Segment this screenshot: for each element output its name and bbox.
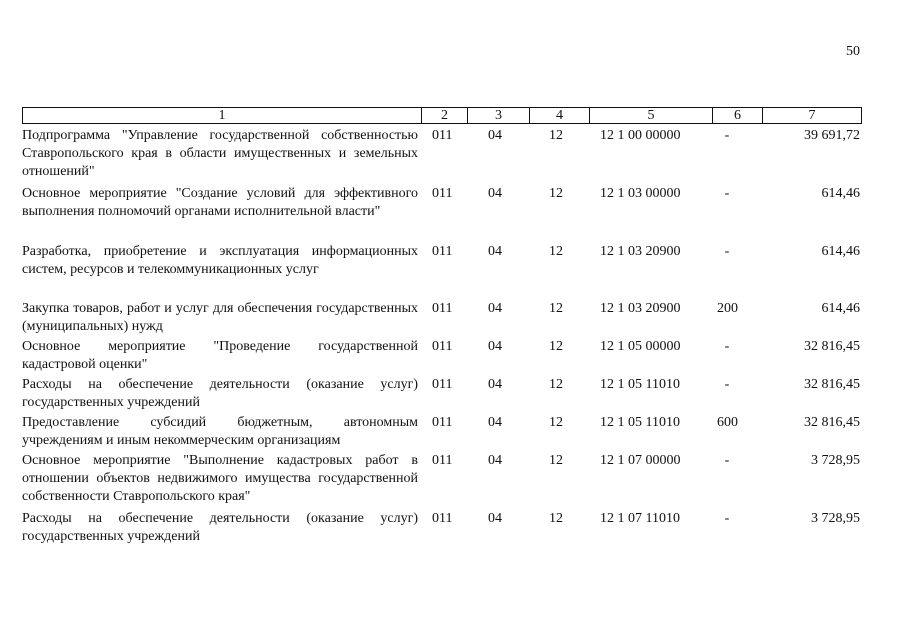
row-section-code: 04 (488, 244, 502, 259)
row-target-article: 12 1 03 00000 (600, 186, 681, 201)
row-ministry-code: 011 (432, 415, 453, 430)
row-description: Подпрограмма "Управление государственной собственностью Ставропольского края в области имущественных и земельных отношений" (22, 128, 418, 179)
row-description: Основное мероприятие "Создание условий для эффективного выполнения полномочий органами исполнительной власти" (22, 186, 418, 219)
row-section-code: 04 (488, 301, 502, 316)
row-description: Основное мероприятие "Проведение государственной кадастровой оценки" (22, 339, 418, 372)
row-ministry-code: 011 (432, 301, 453, 316)
row-subsection-code: 12 (549, 415, 563, 430)
row-ministry-code: 011 (432, 244, 453, 259)
column-header-3: 3 (468, 108, 530, 124)
row-amount: 3 728,95 (811, 453, 860, 468)
column-header-6: 6 (713, 108, 763, 124)
row-section-code: 04 (488, 339, 502, 354)
column-header-4: 4 (530, 108, 590, 124)
column-header-7: 7 (763, 108, 862, 124)
row-target-article: 12 1 03 20900 (600, 244, 681, 259)
row-amount: 32 816,45 (804, 339, 860, 354)
row-amount: 39 691,72 (804, 128, 860, 143)
row-subsection-code: 12 (549, 301, 563, 316)
row-target-article: 12 1 07 00000 (600, 453, 681, 468)
column-header-5: 5 (590, 108, 713, 124)
row-section-code: 04 (488, 186, 502, 201)
row-amount: 614,46 (821, 244, 860, 259)
row-target-article: 12 1 03 20900 (600, 301, 681, 316)
row-section-code: 04 (488, 128, 502, 143)
row-amount: 32 816,45 (804, 415, 860, 430)
row-expense-type: - (724, 339, 730, 354)
row-target-article: 12 1 05 11010 (600, 415, 680, 430)
column-header-table (22, 107, 862, 124)
row-subsection-code: 12 (549, 453, 563, 468)
row-target-article: 12 1 05 00000 (600, 339, 681, 354)
row-section-code: 04 (488, 511, 502, 526)
column-header-1: 1 (23, 108, 422, 124)
row-description: Расходы на обеспечение деятельности (оказание услуг) государственных учреждений (22, 377, 418, 410)
row-subsection-code: 12 (549, 377, 563, 392)
row-ministry-code: 011 (432, 339, 453, 354)
row-description: Закупка товаров, работ и услуг для обеспечения государственных (муниципальных) нужд (22, 301, 418, 334)
row-target-article: 12 1 07 11010 (600, 511, 680, 526)
row-subsection-code: 12 (549, 128, 563, 143)
row-amount: 614,46 (821, 186, 860, 201)
row-ministry-code: 011 (432, 186, 453, 201)
row-description: Расходы на обеспечение деятельности (оказание услуг) государственных учреждений (22, 511, 418, 544)
row-description: Разработка, приобретение и эксплуатация информационных систем, ресурсов и телекоммуникационных услуг (22, 244, 418, 277)
column-header-2: 2 (422, 108, 468, 124)
row-amount: 3 728,95 (811, 511, 860, 526)
row-expense-type: 200 (717, 301, 738, 316)
row-amount: 614,46 (821, 301, 860, 316)
row-expense-type: - (724, 186, 730, 201)
row-expense-type: 600 (717, 415, 738, 430)
row-subsection-code: 12 (549, 511, 563, 526)
row-description: Основное мероприятие "Выполнение кадастровых работ в отношении объектов недвижимого имущества государственной собственности Ставропольского края" (22, 453, 418, 504)
row-expense-type: - (724, 453, 730, 468)
row-ministry-code: 011 (432, 453, 453, 468)
page-number: 50 (846, 44, 860, 59)
row-target-article: 12 1 05 11010 (600, 377, 680, 392)
row-expense-type: - (724, 377, 730, 392)
row-description: Предоставление субсидий бюджетным, автономным учреждениям и иным некоммерческим организациям (22, 415, 418, 448)
row-subsection-code: 12 (549, 244, 563, 259)
row-target-article: 12 1 00 00000 (600, 128, 681, 143)
row-subsection-code: 12 (549, 339, 563, 354)
row-expense-type: - (724, 244, 730, 259)
row-ministry-code: 011 (432, 128, 453, 143)
row-amount: 32 816,45 (804, 377, 860, 392)
row-subsection-code: 12 (549, 186, 563, 201)
row-section-code: 04 (488, 415, 502, 430)
row-ministry-code: 011 (432, 511, 453, 526)
row-ministry-code: 011 (432, 377, 453, 392)
row-expense-type: - (724, 511, 730, 526)
row-expense-type: - (724, 128, 730, 143)
row-section-code: 04 (488, 377, 502, 392)
row-section-code: 04 (488, 453, 502, 468)
column-header-row (23, 108, 862, 124)
